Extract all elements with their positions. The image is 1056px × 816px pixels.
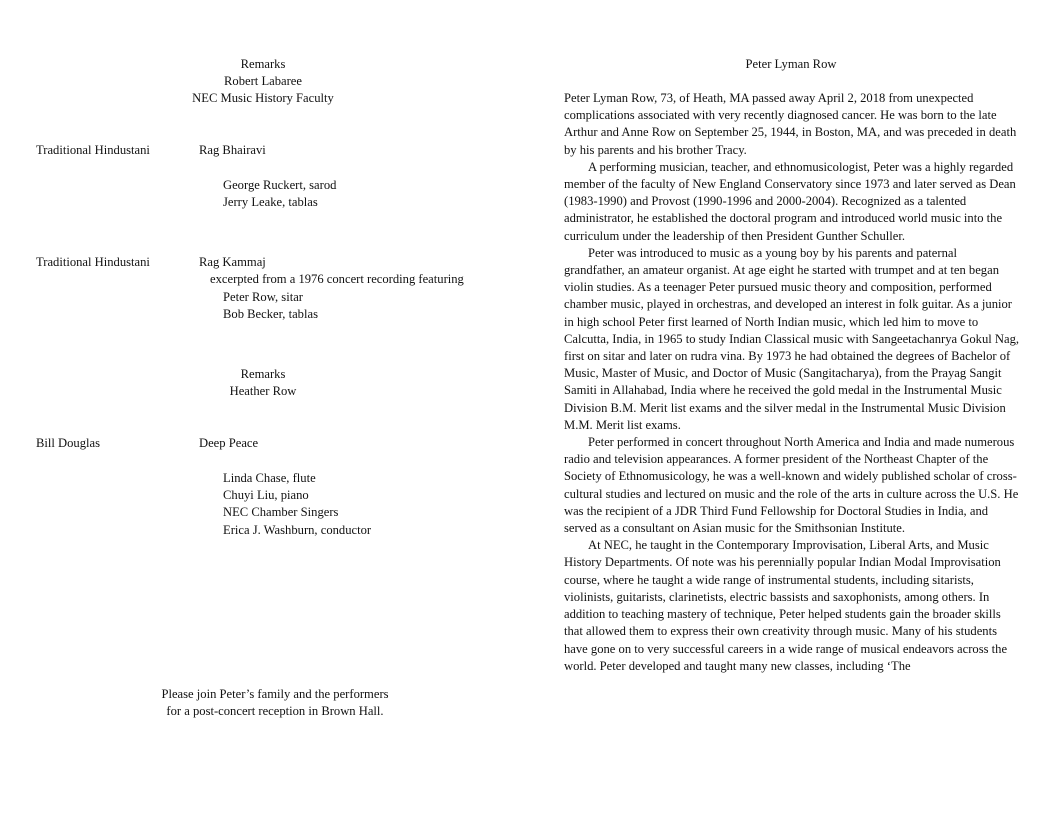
piece-3-performer: NEC Chamber Singers <box>223 505 339 519</box>
remarks-heading-2: Remarks <box>240 367 286 381</box>
biography-paragraph: A performing musician, teacher, and ethnomusicologist, Peter was a highly regarded member of the faculty of New England Conservatory since 1973 and later served as Dean (1983-1990) and Provost (1990-1996 and 2000-2004). Recognized as a talented administrator, he established the doctoral program and introduced world music into the curriculum under the leadership of then President Gunther Schuller. <box>564 159 1016 243</box>
biography-column <box>564 0 1024 816</box>
piece-1-performer: George Ruckert, sarod <box>223 178 337 192</box>
piece-1-title: Rag Bhairavi <box>199 143 266 157</box>
biography-title: Peter Lyman Row <box>745 57 837 71</box>
reception-invitation-line-1: Please join Peter’s family and the performers <box>161 687 389 701</box>
remarks-heading-1: Remarks <box>240 57 286 71</box>
piece-3-title: Deep Peace <box>199 436 259 450</box>
piece-2-note: excerpted from a 1976 concert recording featuring <box>210 272 464 286</box>
piece-3-composer: Bill Douglas <box>36 436 101 450</box>
biography-paragraph: Peter performed in concert throughout North America and India and made numerous radio and television appearances. A former president of the Northeast Chapter of the Society of Ethnomusicology, he was a well-known and widely published scholar of cross-cultural studies and lectured on music and the role of the arts in culture across the U.S. He was the recipient of a JDR Third Fund Fellowship for Doctoral Studies in India, and served as a consultant on Asian music for the Smithsonian Institute. <box>564 435 1019 536</box>
biography-text <box>564 90 1020 675</box>
remarks-speaker-2: Heather Row <box>229 384 297 398</box>
piece-3-performer: Chuyi Liu, piano <box>223 488 309 502</box>
piece-2-title: Rag Kammaj <box>199 255 266 269</box>
piece-1-composer: Traditional Hindustani <box>36 143 150 157</box>
remarks-affiliation-1: NEC Music History Faculty <box>192 91 334 105</box>
biography-paragraph: At NEC, he taught in the Contemporary Improvisation, Liberal Arts, and Music History Departments. Of note was his perennially popular Indian Modal Improvisation course, where he taught a wide range of instrumental students, including sitarists, violinists, guitarists, clarinetists, electric bassists and saxophonists, among others. In addition to teaching mastery of technique, Peter helped students gain the broader skills that allowed them to express their own creativity through music. Many of his students have gone on to very successful careers in a wide range of musical endeavors across the world. Peter developed and taught many new classes, including ‘The <box>564 538 1008 673</box>
piece-3-performer: Linda Chase, flute <box>223 471 316 485</box>
biography-paragraph: Peter was introduced to music as a young boy by his parents and paternal grandfather, an amateur organist. At age eight he started with trumpet and at ten began violin studies. As a teenager Peter pursued music theory and composition, performed chamber music, played in orchestras, and developed an interest in folk guitar. As a junior in high school Peter first learned of North Indian music, which led him to move to Calcutta, India, in 1965 to study Indian Classical music with Sangeetachanrya Gokul Nag, first on sitar and later on rudra vina. By 1973 he had obtained the degrees of Bachelor of Music, Master of Music, and Doctor of Music (Sangitacharya), from the Prayag Sangit Samiti in Allahabad, India where he received the gold medal in the Instrumental Music Division B.M. Merit list exams and the silver medal in the Instrumental Music Division M.M. Merit list exams. <box>564 245 1020 432</box>
piece-2-performer: Peter Row, sitar <box>223 290 303 304</box>
biography-paragraph: Peter Lyman Row, 73, of Heath, MA passed away April 2, 2018 from unexpected complications associated with very recently diagnosed cancer. He was born to the late Arthur and Anne Row on September 25, 1944, in Boston, MA, and was preceded in death by his parents and his brother Tracy. <box>564 91 1017 157</box>
piece-1-performer: Jerry Leake, tablas <box>223 195 318 209</box>
piece-2-performer: Bob Becker, tablas <box>223 307 318 321</box>
piece-3-performer: Erica J. Washburn, conductor <box>223 523 372 537</box>
remarks-speaker-1: Robert Labaree <box>224 74 302 88</box>
reception-invitation-line-2: for a post-concert reception in Brown Hall. <box>166 704 384 718</box>
piece-2-composer: Traditional Hindustani <box>36 255 150 269</box>
